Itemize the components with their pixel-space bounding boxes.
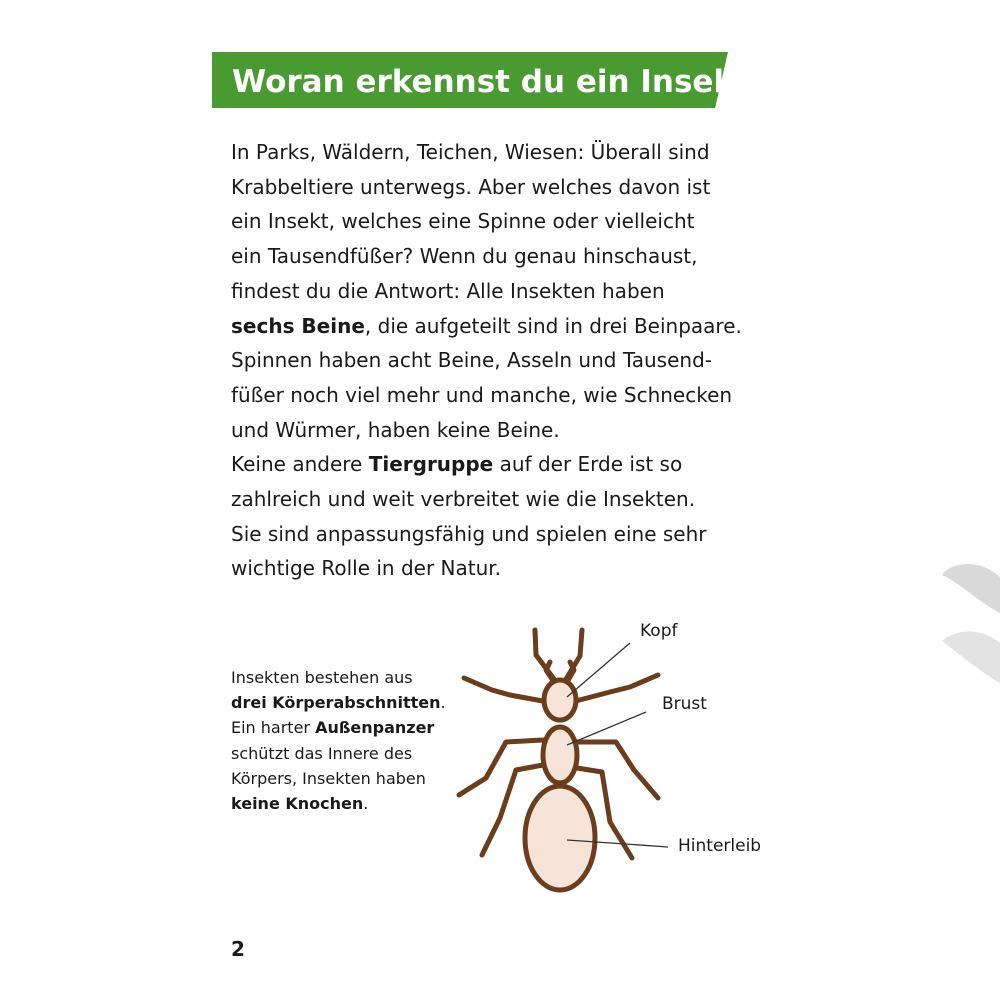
- text-span: Krabbeltiere unterwegs. Aber welches davon ist: [231, 174, 711, 199]
- body-text: [231, 135, 791, 586]
- text-span: Spinnen haben acht Beine, Asseln und Tausend-: [231, 348, 712, 373]
- bold-term: Außenpanzer: [315, 718, 435, 738]
- ant-abdomen: [525, 786, 595, 890]
- leaf-decoration: [940, 555, 1000, 705]
- text-span: findest du die Antwort: Alle Insekten haben: [231, 278, 665, 303]
- leg-front-right: [572, 675, 658, 702]
- caption-line: [231, 766, 471, 791]
- body-line: [231, 274, 791, 309]
- body-line: [231, 378, 791, 413]
- bold-term: keine Knochen: [231, 794, 364, 814]
- diagram-caption: [231, 665, 471, 816]
- body-line: [231, 551, 791, 586]
- caption-line: [231, 741, 471, 766]
- caption-line: [231, 791, 471, 816]
- ant-illustration: [440, 600, 840, 920]
- body-line: [231, 309, 791, 344]
- bold-term: drei Körperabschnitten: [231, 693, 441, 713]
- bold-term: sechs Beine: [231, 313, 365, 338]
- leaf-shape-lower: [942, 632, 1000, 684]
- text-span: ein Insekt, welches eine Spinne oder vielleicht: [231, 209, 695, 234]
- mandible-left: [546, 662, 554, 682]
- body-line: [231, 482, 791, 517]
- label-thorax: Brust: [662, 694, 707, 714]
- text-span: .: [440, 693, 446, 713]
- page-number: 2: [231, 937, 245, 961]
- body-line: [231, 204, 791, 239]
- text-span: schützt das Innere des: [231, 743, 413, 763]
- text-span: Keine andere: [231, 452, 369, 477]
- bold-term: Tiergruppe: [368, 452, 494, 477]
- text-span: und Würmer, haben keine Beine.: [231, 417, 560, 442]
- caption-line: [231, 665, 471, 690]
- ant-thorax: [543, 727, 577, 783]
- body-line: [231, 239, 791, 274]
- text-span: , die aufgeteilt sind in drei Beinpaare.: [364, 313, 742, 338]
- label-abdomen: Hinterleib: [678, 836, 762, 856]
- body-line: [231, 343, 791, 378]
- caption-line: [231, 690, 471, 715]
- text-span: Insekten bestehen aus: [231, 668, 413, 687]
- text-span: Sie sind anpassungsfähig und spielen eine sehr: [231, 521, 707, 546]
- text-span: füßer noch viel mehr und manche, wie Schnecken: [231, 382, 733, 407]
- text-span: auf der Erde ist so: [493, 452, 683, 477]
- text-span: ein Tausendfüßer? Wenn du genau hinschaust,: [231, 244, 698, 269]
- body-line: [231, 517, 791, 552]
- label-head: Kopf: [640, 621, 678, 641]
- ant-head: [544, 680, 576, 720]
- text-span: wichtige Rolle in der Natur.: [231, 556, 501, 581]
- text-span: In Parks, Wäldern, Teichen, Wiesen: Überall sind: [231, 140, 710, 164]
- body-line: [231, 170, 791, 205]
- leaf-shape-upper: [942, 564, 1000, 613]
- text-span: Körpers, Insekten haben: [231, 768, 426, 788]
- caption-line: [231, 715, 471, 740]
- text-span: Ein harter: [231, 718, 316, 738]
- body-line: [231, 413, 791, 448]
- text-span: zahlreich und weit verbreitet wie die Insekten.: [231, 487, 696, 512]
- ant-diagram: [440, 600, 840, 920]
- page-title: Woran erkennst du ein Insekt?: [232, 64, 767, 100]
- leg-front-left: [464, 678, 548, 702]
- body-line: [231, 447, 791, 482]
- text-span: .: [363, 794, 369, 814]
- body-line: [231, 135, 791, 170]
